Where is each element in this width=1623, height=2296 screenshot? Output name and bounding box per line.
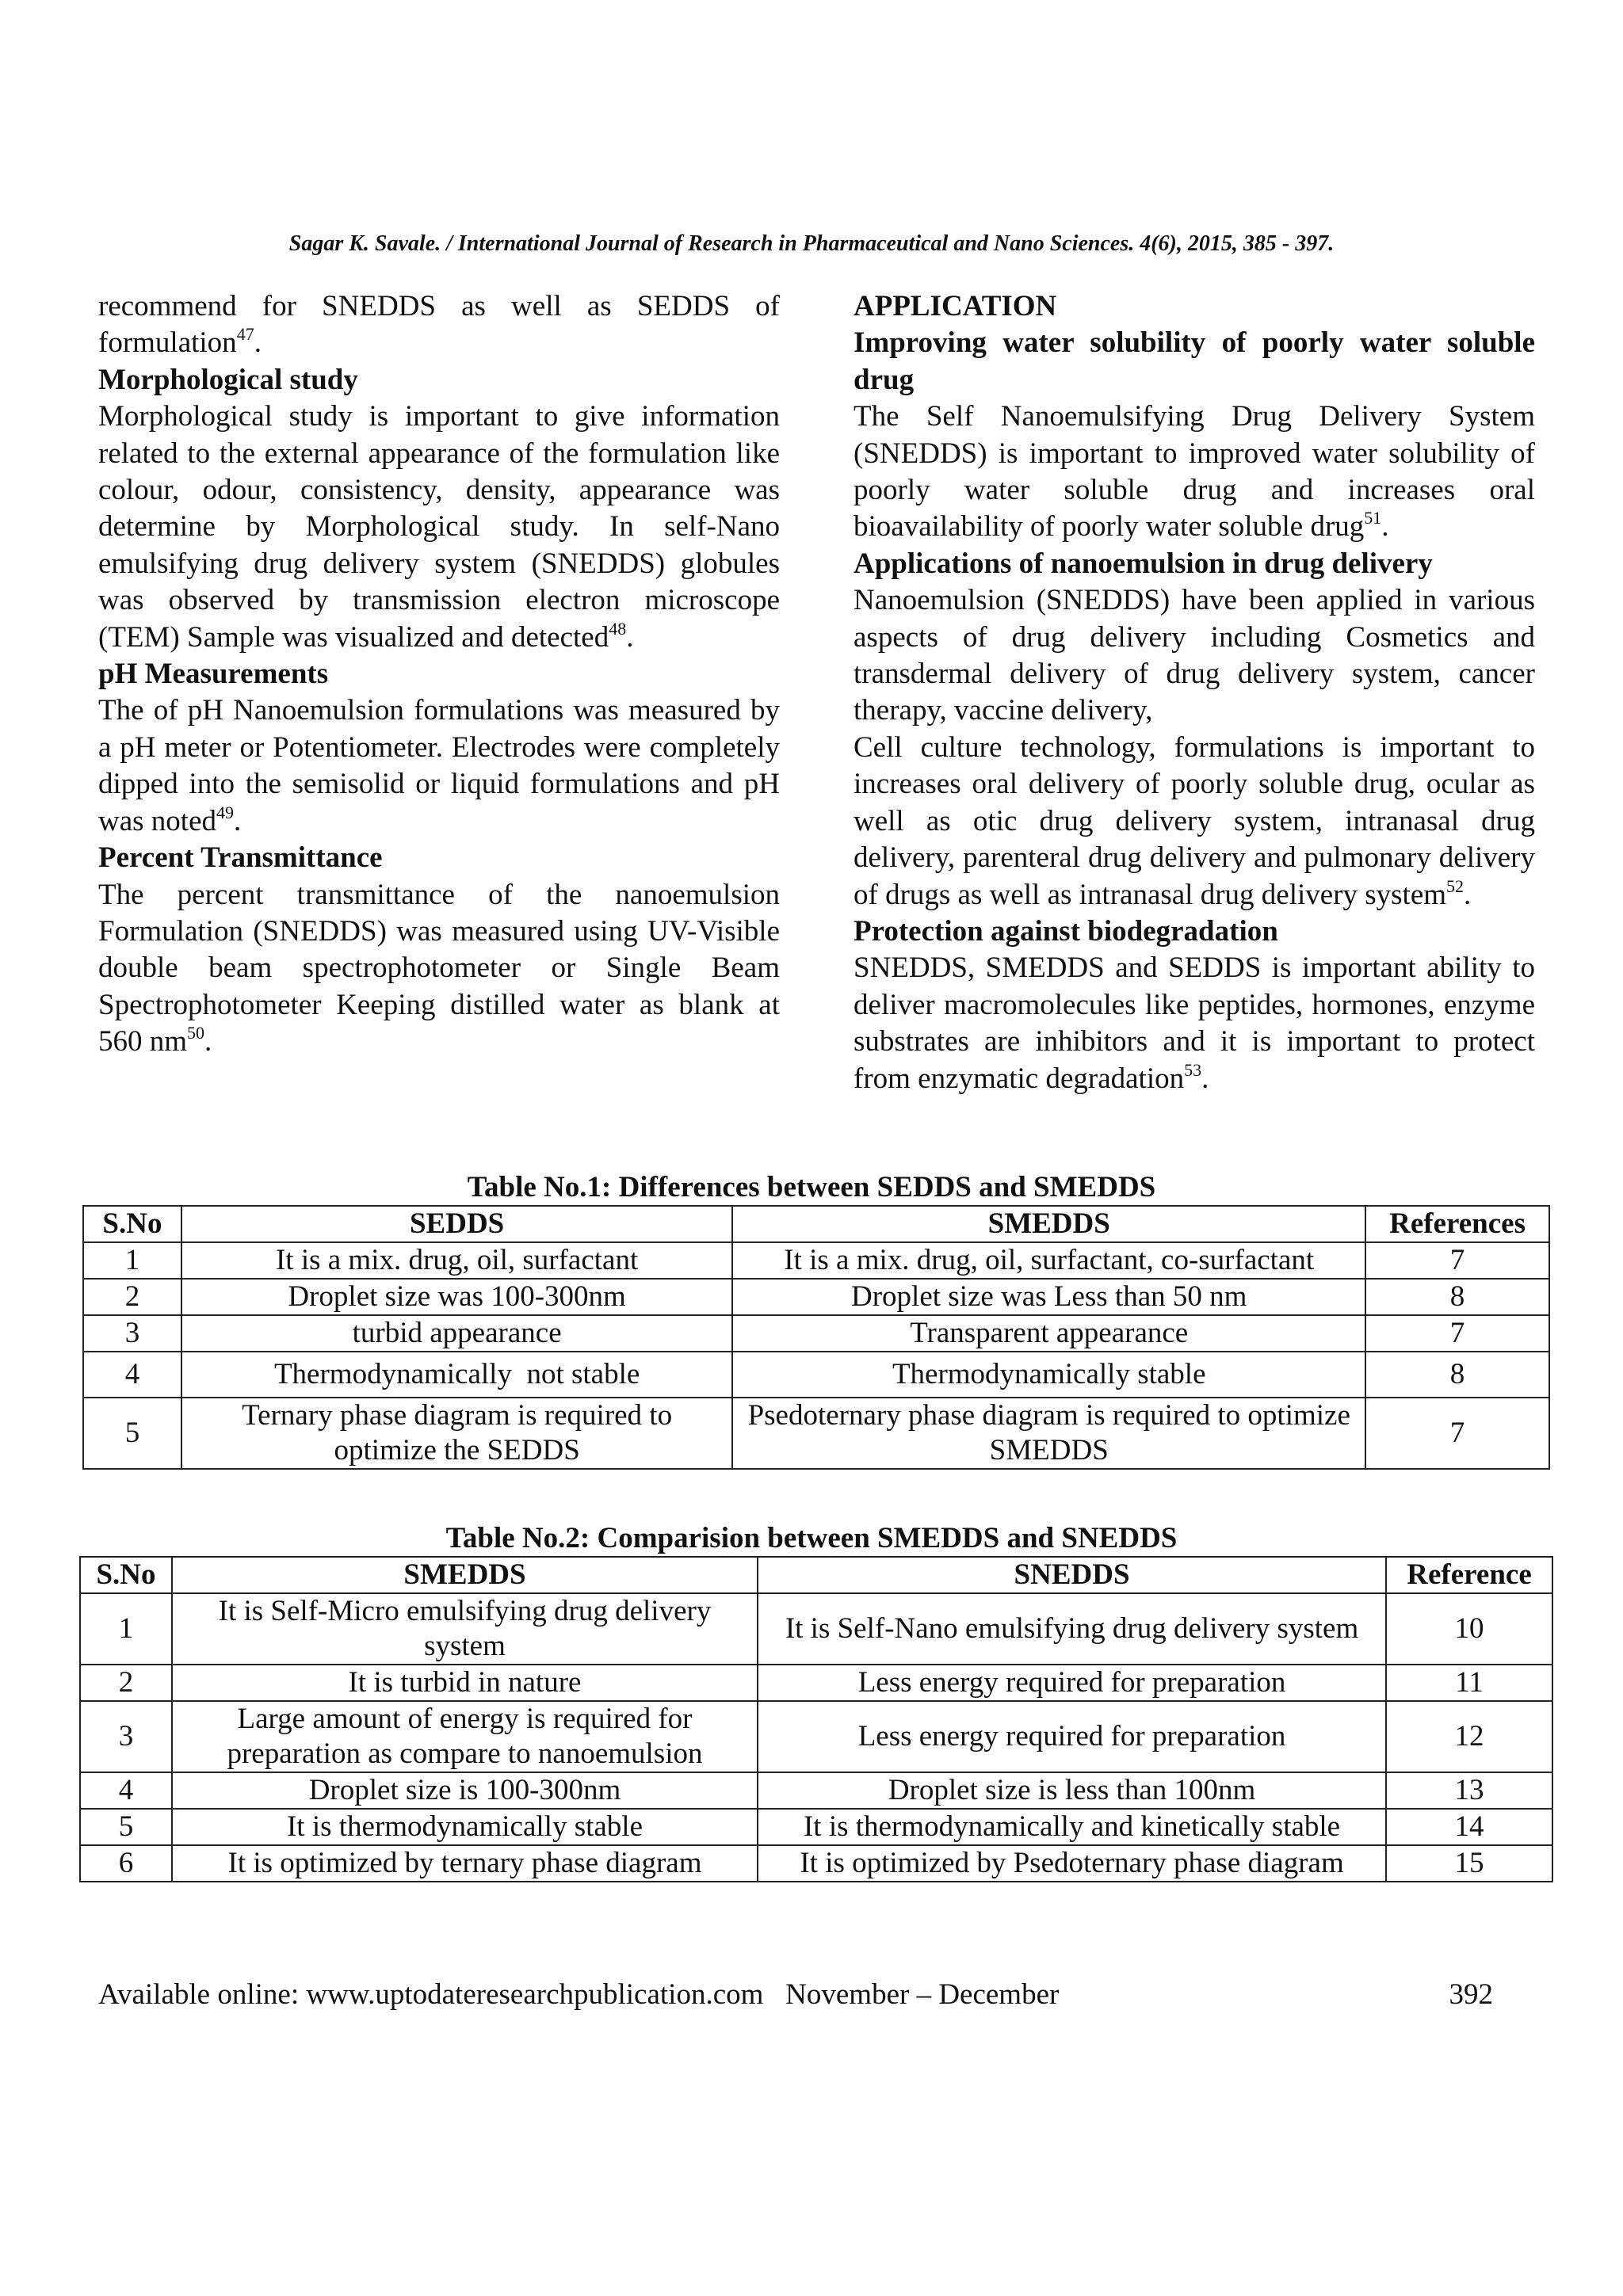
table-cell: It is Self-Micro emulsifying drug delivery system: [172, 1593, 758, 1665]
application-heading: APPLICATION: [854, 290, 1057, 322]
table-cell: 3: [80, 1701, 172, 1772]
table-cell: 4: [83, 1352, 181, 1398]
drug-delivery-paragraph-1: Nanoemulsion (SNEDDS) have been applied in various aspects of drug delivery including Cosmetics and transdermal delivery of drug delivery system, cancer therapy, vaccine delivery,: [854, 584, 1535, 727]
table-cell: 11: [1386, 1665, 1552, 1701]
table-cell: 7: [1365, 1315, 1549, 1352]
intro-paragraph: recommend for SNEDDS as well as SEDDS of formulation$^{47}$.: [98, 290, 780, 360]
page-footer: [98, 1978, 1493, 2012]
table-cell: Less energy required for preparation: [758, 1665, 1386, 1701]
table-cell: It is thermodynamically stable: [172, 1809, 758, 1845]
ph-measurements-heading: pH Measurements: [98, 658, 329, 691]
table2-header-cell: SNEDDS: [758, 1557, 1386, 1593]
drug-delivery-paragraph-2: Cell culture technology, formulations is important to increases oral delivery of poorly soluble drug, ocular as well as otic drug delivery system, intranasal drug delivery, parenteral drug delivery and pulmonary delivery of drugs as well as intranasal drug delivery system$^{52}$.: [854, 730, 1535, 911]
table-cell: Thermodynamically not stable: [181, 1352, 732, 1398]
table-cell: 5: [83, 1398, 181, 1469]
table-cell: turbid appearance: [181, 1315, 732, 1352]
table-row: [80, 1701, 1552, 1772]
table2-header-cell: S.No: [80, 1557, 172, 1593]
table2-header-row: [80, 1557, 1552, 1593]
table-cell: Thermodynamically stable: [732, 1352, 1365, 1398]
table-row: [83, 1315, 1549, 1352]
table-cell: Droplet size is less than 100nm: [758, 1772, 1386, 1809]
table-cell: 13: [1386, 1772, 1552, 1809]
table-cell: Droplet size was Less than 50 nm: [732, 1279, 1365, 1315]
table-cell: 14: [1386, 1809, 1552, 1845]
solubility-heading: Improving water solubility of poorly water soluble drug: [854, 326, 1535, 396]
table1-title: Table No.1: Differences between SEDDS and SMEDDS: [467, 1171, 1156, 1203]
table-row: [83, 1352, 1549, 1398]
table-cell: 12: [1386, 1701, 1552, 1772]
footer-text: Available online: www.uptodateresearchpublication.com November – December: [98, 1978, 1060, 2011]
table-cell: 4: [80, 1772, 172, 1809]
table-cell: 10: [1386, 1593, 1552, 1665]
table-cell: Ternary phase diagram is required to optimize the SEDDS: [181, 1398, 732, 1469]
table-row: [80, 1809, 1552, 1845]
protection-paragraph: SNEDDS, SMEDDS and SEDDS is important ability to deliver macromolecules like peptides, hormones, enzyme substrates are inhibitors and it is important to protect from enzymatic degradation$^{53}$.: [854, 952, 1535, 1095]
table-cell: Droplet size is 100-300nm: [172, 1772, 758, 1809]
table-cell: 3: [83, 1315, 181, 1352]
table-row: [83, 1279, 1549, 1315]
right-column: [854, 288, 1535, 1097]
table-cell: It is turbid in nature: [172, 1665, 758, 1701]
table1-header-cell: S.No: [83, 1206, 181, 1242]
table-row: [83, 1242, 1549, 1279]
table1-header-row: [83, 1206, 1549, 1242]
table2: [79, 1556, 1553, 1882]
table-cell: Less energy required for preparation: [758, 1701, 1386, 1772]
table-cell: 2: [83, 1279, 181, 1315]
page-number: 392: [1449, 1978, 1493, 2011]
table-row: [80, 1593, 1552, 1665]
table-cell: 8: [1365, 1352, 1549, 1398]
table1-header-cell: SMEDDS: [732, 1206, 1365, 1242]
table-cell: It is a mix. drug, oil, surfactant, co-surfactant: [732, 1242, 1365, 1279]
table-cell: It is Self-Nano emulsifying drug delivery system: [758, 1593, 1386, 1665]
table-cell: 7: [1365, 1242, 1549, 1279]
table1-header-cell: SEDDS: [181, 1206, 732, 1242]
table-cell: Droplet size was 100-300nm: [181, 1279, 732, 1315]
ph-measurements-paragraph: The of pH Nanoemulsion formulations was measured by a pH meter or Potentiometer. Electrodes were completely dipped into the semisolid or liquid formulations and pH was noted$^{49}$.: [98, 694, 780, 837]
table1: [82, 1205, 1550, 1470]
table-row: [80, 1772, 1552, 1809]
table-cell: It is optimized by ternary phase diagram: [172, 1845, 758, 1882]
table2-header-cell: Reference: [1386, 1557, 1552, 1593]
table-row: [80, 1845, 1552, 1882]
percent-transmittance-paragraph: The percent transmittance of the nanoemulsion Formulation (SNEDDS) was measured using UV-Visible double beam spectrophotometer or Single Beam Spectrophotometer Keeping distilled water as blank at 560 $nm^{50}$.: [98, 878, 780, 1058]
table-cell: 7: [1365, 1398, 1549, 1469]
table-cell: It is a mix. drug, oil, surfactant: [181, 1242, 732, 1279]
protection-heading: Protection against biodegradation: [854, 914, 1278, 948]
percent-transmittance-heading: Percent Transmittance: [98, 841, 383, 875]
solubility-paragraph: The Self Nanoemulsifying Drug Delivery System (SNEDDS) is important to improved water solubility of poorly water soluble drug and increases oral bioavailability of poorly water soluble drug$^{51}$.: [854, 400, 1535, 543]
table-cell: 15: [1386, 1845, 1552, 1882]
table-cell: It is thermodynamically and kinetically stable: [758, 1809, 1386, 1845]
table-cell: 5: [80, 1809, 172, 1845]
table-cell: Psedoternary phase diagram is required to optimize SMEDDS: [732, 1398, 1365, 1469]
table-cell: It is optimized by Psedoternary phase diagram: [758, 1845, 1386, 1882]
table-cell: Transparent appearance: [732, 1315, 1365, 1352]
table-row: [80, 1665, 1552, 1701]
table1-header-cell: References: [1365, 1206, 1549, 1242]
table-cell: 1: [80, 1593, 172, 1665]
table-cell: 6: [80, 1845, 172, 1882]
morphological-study-heading: Morphological study: [98, 363, 358, 396]
table2-header-cell: SMEDDS: [172, 1557, 758, 1593]
morphological-study-paragraph: Morphological study is important to give information related to the external appearance of the formulation like colour, odour, consistency, density, appearance was determine by Morphological study. In self-Nano emulsifying drug delivery system (SNEDDS) globules was observed by transmission electron microscope (TEM) Sample was visualized and detected$^{48}$.: [98, 400, 780, 654]
table-cell: 1: [83, 1242, 181, 1279]
table-cell: 2: [80, 1665, 172, 1701]
table-row: [83, 1398, 1549, 1469]
table2-title: Table No.2: Comparision between SMEDDS and SNEDDS: [445, 1522, 1178, 1554]
running-header: Sagar K. Savale. / International Journal of Research in Pharmaceutical and Nano Sciences. 4(6), 2015, 385 - 397.: [288, 231, 1335, 256]
drug-delivery-heading: Applications of nanoemulsion in drug delivery: [854, 547, 1433, 580]
left-column: [98, 288, 780, 1061]
table-cell: Large amount of energy is required for preparation as compare to nanoemulsion: [172, 1701, 758, 1772]
table-cell: 8: [1365, 1279, 1549, 1315]
